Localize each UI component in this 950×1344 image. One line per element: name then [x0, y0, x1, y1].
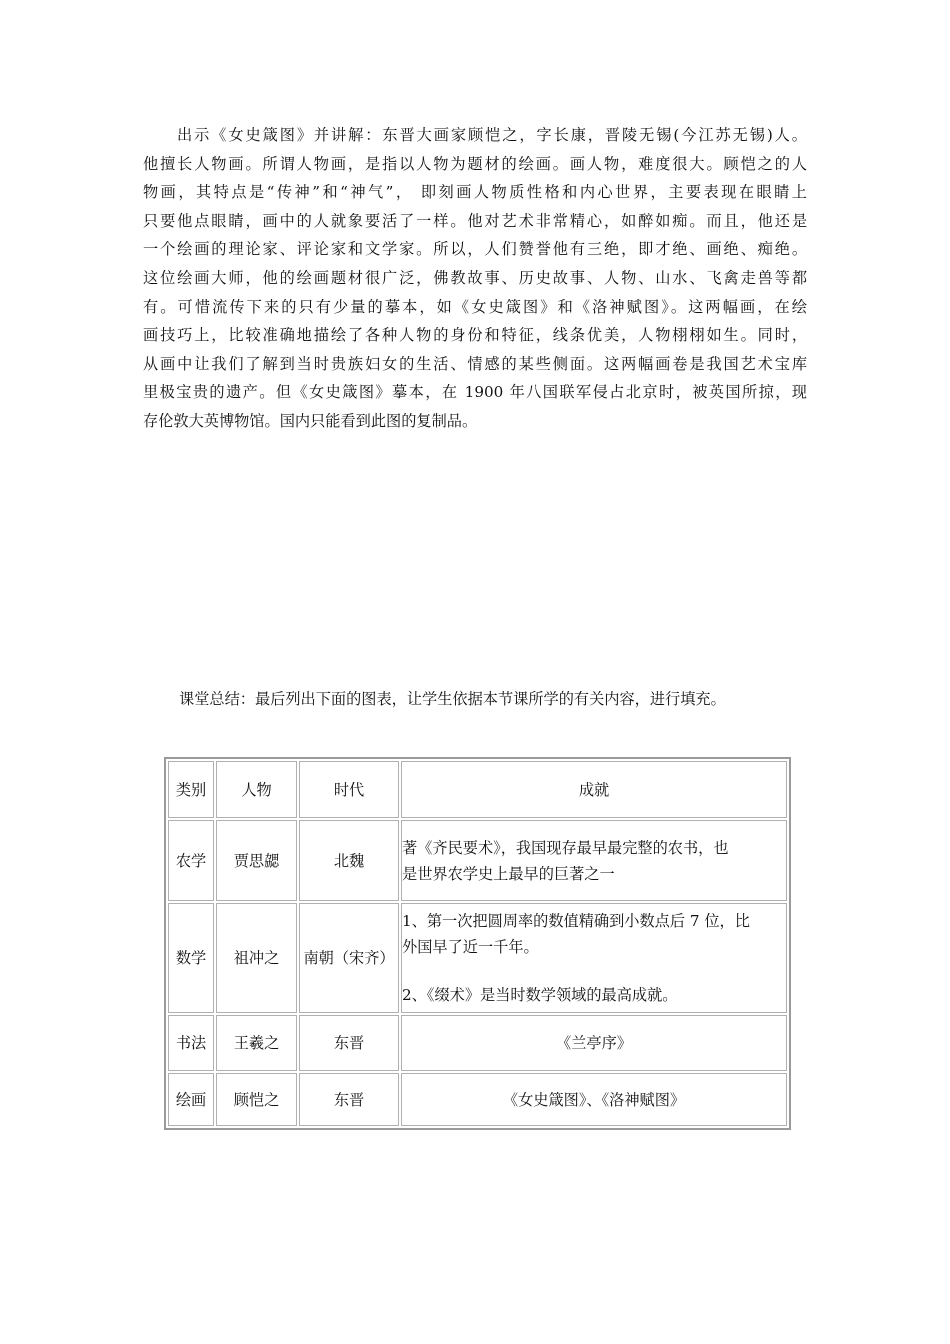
intro-paragraph	[143, 121, 807, 436]
table-header-row	[168, 761, 787, 818]
intro-line: 画技巧上，比较准确地描绘了各种人物的身份和特征，线条优美，人物栩栩如生。同时，	[143, 326, 807, 345]
cell-person: 王羲之	[216, 1015, 297, 1071]
intro-line: 出示《女史箴图》并讲解：东晋大画家顾恺之，字长康，晋陵无锡(今江苏无锡)人。	[177, 126, 807, 144]
achievement-line: 著《齐民要术》，我国现存最早最完整的农书，也	[402, 838, 729, 857]
header-person: 人物	[216, 761, 297, 818]
cell-achievement	[401, 903, 787, 1013]
cell-era: 东晋	[299, 1073, 399, 1126]
summary-text: 课堂总结：最后列出下面的图表，让学生依据本节课所学的有关内容，进行填充。	[179, 690, 726, 708]
achievement-line: 是世界农学史上最早的巨著之一	[402, 864, 615, 883]
cell-category: 数学	[168, 903, 214, 1013]
intro-line: 有。可惜流传下来的只有少量的摹本，如《女史箴图》和《洛神赋图》。这两幅画，在绘	[143, 297, 807, 316]
header-achievement: 成就	[401, 761, 787, 818]
cell-category: 绘画	[168, 1073, 214, 1126]
cell-category: 农学	[168, 820, 214, 901]
intro-line: 一个绘画的理论家、评论家和文学家。所以，人们赞誉他有三绝，即才绝、画绝、痴绝。	[143, 240, 807, 259]
cell-category: 书法	[168, 1015, 214, 1071]
header-era: 时代	[299, 761, 399, 818]
figures-table	[164, 757, 791, 1130]
table-row	[168, 820, 787, 901]
cell-achievement	[401, 820, 787, 901]
cell-person: 顾恺之	[216, 1073, 297, 1126]
achievement-line: 外国早了近一千年。	[402, 938, 539, 956]
achievement-line: 2、《缀术》是当时数学领域的最高成就。	[402, 986, 678, 1004]
cell-achievement: 《兰亭序》	[401, 1015, 787, 1071]
cell-achievement: 《女史箴图》、《洛神赋图》	[401, 1073, 787, 1126]
intro-line: 他擅长人物画。所谓人物画，是指以人物为题材的绘画。画人物，难度很大。顾恺之的人	[143, 154, 807, 173]
intro-line: 存伦敦大英博物馆。国内只能看到此图的复制品。	[143, 411, 478, 430]
cell-era: 南朝（宋齐）	[299, 903, 399, 1013]
intro-line: 从画中让我们了解到当时贵族妇女的生活、情感的某些侧面。这两幅画卷是我国艺术宝库	[143, 354, 807, 373]
intro-line: 里极宝贵的遗产。但《女史箴图》摹本，在 1900 年八国联军侵占北京时，被英国所掠，现	[143, 383, 807, 402]
achievement-line: 1、第一次把圆周率的数值精确到小数点后 7 位，比	[402, 912, 750, 930]
table-row	[168, 1073, 787, 1126]
cell-person: 贾思勰	[216, 820, 297, 901]
table-row	[168, 1015, 787, 1071]
cell-era: 东晋	[299, 1015, 399, 1071]
intro-line: 物画，其特点是“传神”和“神气”， 即刻画人物质性格和内心世界，主要表现在眼睛上	[143, 183, 807, 202]
header-category: 类别	[168, 761, 214, 818]
cell-era: 北魏	[299, 820, 399, 901]
intro-line: 只要他点眼睛，画中的人就象要活了一样。他对艺术非常精心，如醉如痴。而且，他还是	[143, 211, 807, 230]
intro-line: 这位绘画大师，他的绘画题材很广泛，佛教故事、历史故事、人物、山水、飞禽走兽等都	[143, 268, 807, 287]
cell-person: 祖冲之	[216, 903, 297, 1013]
table-row	[168, 903, 787, 1013]
